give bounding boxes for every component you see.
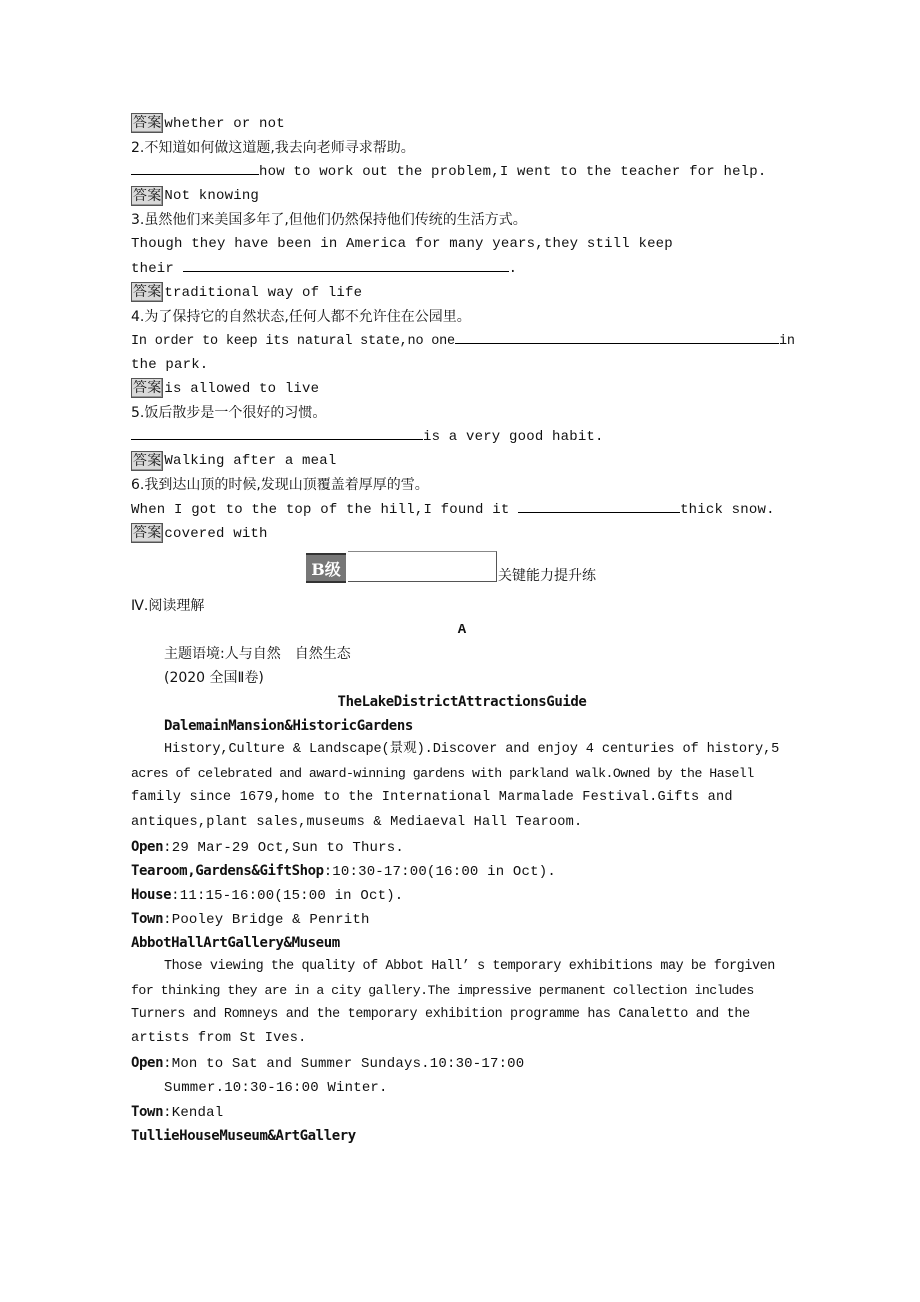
town: Town:Pooley Bridge & Penrith bbox=[131, 910, 370, 928]
answer-badge: 答案 bbox=[133, 380, 162, 397]
answer-text: Walking after a meal bbox=[164, 453, 337, 470]
exercise-3-sentence-line2: their . bbox=[131, 257, 793, 281]
level-tag: B级 bbox=[306, 553, 346, 583]
exercise-6-sentence: When I got to the top of the hill,I found it thick snow. bbox=[131, 498, 793, 522]
answer-badge: 答案 bbox=[133, 115, 162, 132]
town: Town:Kendal bbox=[131, 1103, 224, 1121]
document-page bbox=[131, 112, 793, 1148]
source-line: (2020 全国Ⅱ卷) bbox=[164, 669, 264, 686]
answer-line-3 bbox=[131, 281, 793, 305]
exercise-4-sentence-line2: the park. bbox=[131, 356, 209, 373]
exercise-2-sentence: how to work out the problem,I went to the teacher for help. bbox=[131, 160, 793, 184]
answer-blank[interactable] bbox=[518, 498, 680, 513]
attraction-description-line: acres of celebrated and award-winning gardens with parkland walk.Owned by the Hasell bbox=[131, 766, 754, 782]
answer-line-5 bbox=[131, 449, 793, 473]
answer-line-1 bbox=[131, 112, 793, 136]
guide-title: TheLakeDistrictAttractionsGuide bbox=[337, 694, 587, 711]
answer-text: is allowed to live bbox=[164, 381, 320, 398]
attraction-description-line: for thinking they are in a city gallery.The impressive permanent collection includes bbox=[131, 983, 754, 999]
open-hours-line2: Summer.10:30-16:00 Winter. bbox=[164, 1079, 388, 1096]
exercise-4-prompt: 4.为了保持它的自然状态,任何人都不允许住在公园里。 bbox=[131, 308, 471, 325]
answer-badge: 答案 bbox=[133, 283, 162, 300]
answer-line-2 bbox=[131, 184, 793, 208]
level-label: 关键能力提升练 bbox=[498, 568, 596, 584]
attraction-description-line: artists from St Ives. bbox=[131, 1031, 307, 1047]
house-hours: House:11:15-16:00(15:00 in Oct). bbox=[131, 886, 404, 904]
answer-badge: 答案 bbox=[133, 524, 162, 541]
attraction-description-line: Those viewing the quality of Abbot Hall’ s temporary exhibitions may be forgiven bbox=[164, 959, 775, 975]
passage-letter: A bbox=[457, 621, 467, 638]
exercise-6-prompt: 6.我到达山顶的时候,发现山顶覆盖着厚厚的雪。 bbox=[131, 477, 429, 494]
exercise-2-prompt: 2.不知道如何做这道题,我去向老师寻求帮助。 bbox=[131, 140, 415, 157]
answer-line-6 bbox=[131, 522, 793, 546]
attraction-name: TullieHouseMuseum&ArtGallery bbox=[131, 1127, 356, 1144]
theme-line: 主题语境:人与自然 自然生态 bbox=[164, 645, 351, 662]
open-hours: Open:Mon to Sat and Summer Sundays.10:30-17:00 bbox=[131, 1055, 525, 1073]
answer-blank[interactable] bbox=[183, 257, 509, 272]
answer-blank[interactable] bbox=[131, 160, 259, 175]
attraction-description-line: History,Culture & Landscape(景观).Discover and enjoy 4 centuries of history,5 bbox=[164, 742, 780, 758]
attraction-name: AbbotHallArtGallery&Museum bbox=[131, 935, 340, 951]
answer-badge: 答案 bbox=[133, 452, 162, 469]
answer-text: covered with bbox=[164, 525, 268, 542]
level-box bbox=[348, 551, 497, 582]
exercise-4-sentence: In order to keep its natural state,no one in bbox=[131, 329, 793, 353]
exercise-3-sentence-line1: Though they have been in America for many years,they still keep bbox=[131, 236, 673, 253]
exercise-5-prompt: 5.饭后散步是一个很好的习惯。 bbox=[131, 405, 327, 422]
answer-text: Not knowing bbox=[164, 188, 260, 205]
answer-badge: 答案 bbox=[133, 187, 162, 204]
answer-blank[interactable] bbox=[131, 425, 423, 440]
answer-text: whether or not bbox=[164, 116, 285, 132]
answer-blank[interactable] bbox=[455, 329, 779, 344]
answer-line-4 bbox=[131, 377, 793, 401]
exercise-3-prompt: 3.虽然他们来美国多年了,但他们仍然保持他们传统的生活方式。 bbox=[131, 212, 527, 229]
open-hours: Open:29 Mar-29 Oct,Sun to Thurs. bbox=[131, 838, 404, 856]
attraction-name: DalemainMansion&HistoricGardens bbox=[164, 718, 413, 735]
attraction-description-line: Turners and Romneys and the temporary exhibition programme has Canaletto and the bbox=[131, 1007, 750, 1023]
attraction-description-line: family since 1679,home to the International Marmalade Festival.Gifts and bbox=[131, 790, 733, 806]
reading-section-title: Ⅳ.阅读理解 bbox=[131, 597, 205, 614]
exercise-5-sentence: is a very good habit. bbox=[131, 425, 793, 449]
attraction-description-line: antiques,plant sales,museums & Mediaeval Hall Tearoom. bbox=[131, 814, 583, 830]
answer-text: traditional way of life bbox=[164, 284, 363, 301]
tearoom-hours: Tearoom,Gardens&GiftShop:10:30-17:00(16:00 in Oct). bbox=[131, 862, 556, 880]
